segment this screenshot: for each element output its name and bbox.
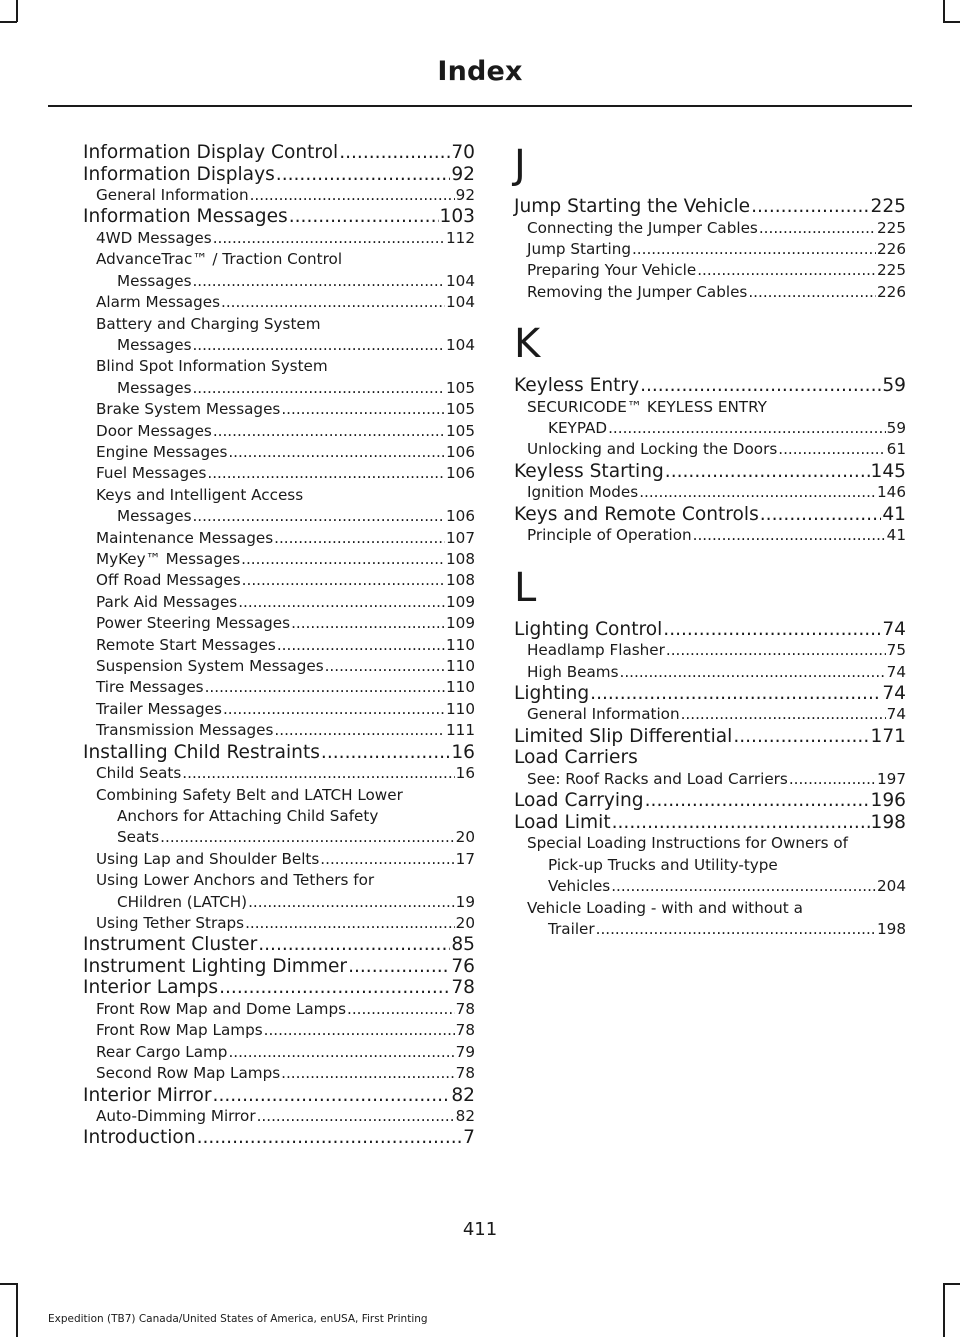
- entry-label: Off Road Messages: [96, 571, 241, 590]
- page-ref: 17: [455, 849, 475, 868]
- entry-label: Fuel Messages: [96, 464, 207, 483]
- page-ref: 171: [870, 725, 906, 747]
- dot-leader: [778, 439, 885, 460]
- index-sub-entry: [514, 769, 906, 790]
- index-sub-entry: [514, 662, 906, 683]
- page-ref: 74: [886, 705, 906, 724]
- dot-leader: [250, 185, 455, 206]
- entry-label: Door Messages: [96, 421, 212, 440]
- crop-mark: [943, 21, 960, 23]
- page-ref: 104: [446, 335, 475, 354]
- page-ref: 225: [877, 261, 906, 280]
- dot-leader: [639, 482, 876, 503]
- footer-text: Expedition (TB7) Canada/United States of America, enUSA, First Printing: [48, 1313, 428, 1325]
- index-sub-entry: [514, 833, 906, 897]
- index-sub-entry: [514, 640, 906, 661]
- entry-label: Remote Start Messages: [96, 635, 276, 654]
- dot-leader: [281, 399, 445, 420]
- entry-label: Keyless Entry: [514, 375, 640, 397]
- entry-label: Information Display Control: [83, 142, 339, 163]
- index-sub-entry: [83, 763, 475, 784]
- entry-label: Park Aid Messages: [96, 592, 238, 611]
- dot-leader: [789, 769, 876, 790]
- entry-label: Keyless Starting: [514, 460, 664, 482]
- entry-label: Principle of Operation: [527, 526, 692, 545]
- entry-label-line: Blind Spot Information System: [96, 357, 328, 376]
- dot-leader: [258, 934, 450, 956]
- crop-mark: [943, 0, 945, 22]
- dot-leader: [640, 375, 881, 397]
- crop-mark: [0, 1283, 17, 1285]
- entry-label: Information Displays: [83, 163, 275, 185]
- page-ref: 82: [451, 1084, 475, 1106]
- index-main-entry: [83, 164, 475, 186]
- entry-label: High Beams: [527, 662, 619, 681]
- page-ref: 197: [877, 769, 906, 788]
- entry-label: Messages: [117, 378, 192, 397]
- index-sub-entry: [83, 528, 475, 549]
- page-ref: 104: [446, 293, 475, 312]
- index-sub-entry: [83, 699, 475, 720]
- page-ref: 110: [446, 657, 475, 676]
- title-rule: [48, 105, 912, 107]
- page-ref: 198: [877, 919, 906, 938]
- index-main-entry: [514, 790, 906, 812]
- index-sub-entry: [514, 218, 906, 239]
- dot-leader: [213, 228, 445, 249]
- entry-label: Headlamp Flasher: [527, 641, 665, 660]
- dot-leader: [219, 977, 450, 999]
- dot-leader: [665, 461, 870, 483]
- dot-leader: [348, 956, 450, 978]
- dot-leader: [291, 613, 445, 634]
- entry-label: General Information: [527, 705, 680, 724]
- entry-label: Seats: [117, 828, 160, 847]
- page-ref: 105: [446, 421, 475, 440]
- page-ref: 75: [886, 641, 906, 660]
- index-sub-entry: [83, 421, 475, 442]
- page-ref: 105: [446, 400, 475, 419]
- crop-mark: [0, 21, 17, 23]
- dot-leader: [611, 876, 876, 897]
- dot-leader: [693, 525, 886, 546]
- entry-label: Limited Slip Differential: [514, 725, 733, 747]
- entry-label-line: Vehicle Loading - with and without a: [527, 898, 803, 917]
- page-ref: 111: [446, 721, 475, 740]
- page-ref: 112: [446, 228, 475, 247]
- entry-label: Front Row Map Lamps: [96, 1021, 263, 1040]
- entry-label: Ignition Modes: [527, 483, 639, 502]
- page-ref: 104: [446, 271, 475, 290]
- entry-label: Suspension System Messages: [96, 657, 324, 676]
- page-ref: 225: [870, 196, 906, 217]
- entry-label: See: Roof Racks and Load Carriers: [527, 769, 788, 788]
- page-ref: 103: [439, 206, 475, 228]
- index-sub-entry: [514, 525, 906, 546]
- index-sub-entry: [83, 1020, 475, 1041]
- index-sub-entry: [514, 282, 906, 303]
- crop-mark: [943, 1283, 960, 1285]
- dot-leader: [733, 726, 869, 748]
- entry-label: Installing Child Restraints: [83, 741, 320, 763]
- dot-leader: [205, 677, 445, 698]
- page-ref: 19: [455, 892, 475, 911]
- section-letter: L: [514, 564, 537, 611]
- dot-leader: [645, 790, 870, 812]
- dot-leader: [192, 335, 445, 356]
- page-ref: 82: [455, 1107, 475, 1126]
- index-sub-entry: [514, 397, 906, 440]
- crop-mark: [943, 1283, 945, 1337]
- page-ref: 20: [455, 828, 475, 847]
- dot-leader: [241, 549, 445, 570]
- dot-leader: [228, 1042, 454, 1063]
- dot-leader: [632, 239, 876, 260]
- entry-label: Instrument Cluster: [83, 934, 258, 956]
- index-main-entry: [83, 142, 475, 164]
- dot-leader: [276, 164, 451, 186]
- index-sub-entry: [83, 228, 475, 249]
- dot-leader: [620, 662, 886, 683]
- entry-label: Information Messages: [83, 206, 288, 228]
- page-ref: 110: [446, 699, 475, 718]
- index-sub-entry: [83, 570, 475, 591]
- index-main-entry: [83, 956, 475, 978]
- index-sub-entry: [83, 549, 475, 570]
- dot-leader: [242, 570, 445, 591]
- index-sub-entry: [83, 849, 475, 870]
- crop-mark: [16, 1283, 18, 1337]
- index-main-entry: [514, 375, 906, 397]
- dot-leader: [277, 635, 445, 656]
- entry-label: Maintenance Messages: [96, 528, 274, 547]
- page-ref: 61: [886, 440, 906, 459]
- crop-mark: [16, 0, 18, 22]
- page-ref: 85: [451, 934, 475, 956]
- page-ref: 106: [446, 507, 475, 526]
- entry-label: Load Carrying: [514, 790, 644, 812]
- dot-leader: [182, 763, 454, 784]
- entry-label: Interior Mirror: [83, 1084, 212, 1106]
- index-column-right: [514, 142, 906, 940]
- index-sub-entry: [83, 656, 475, 677]
- page-number: 411: [462, 1219, 498, 1240]
- dot-leader: [192, 378, 445, 399]
- dot-leader: [608, 418, 886, 439]
- page-ref: 146: [877, 483, 906, 502]
- dot-leader: [221, 292, 445, 313]
- entry-label: MyKey™ Messages: [96, 550, 241, 568]
- page-ref: 108: [446, 550, 475, 568]
- dot-leader: [274, 720, 445, 741]
- dot-leader: [160, 827, 455, 848]
- entry-label: Auto-Dimming Mirror: [96, 1107, 256, 1126]
- page-ref: 92: [455, 186, 475, 204]
- index-sub-entry: [514, 898, 906, 941]
- page-title: Index: [437, 56, 523, 87]
- page-ref: 74: [886, 662, 906, 681]
- index-main-entry: [83, 1127, 475, 1149]
- section-letter: K: [514, 321, 541, 368]
- page-ref: 108: [446, 571, 475, 590]
- entry-label-line: Combining Safety Belt and LATCH Lower: [96, 785, 403, 804]
- dot-leader: [596, 919, 876, 940]
- index-sub-entry: [83, 592, 475, 613]
- page-ref: 74: [882, 618, 906, 640]
- dot-leader: [320, 849, 454, 870]
- index-sub-entry: [514, 239, 906, 260]
- entry-label: KEYPAD: [548, 419, 608, 438]
- dot-leader: [347, 999, 455, 1020]
- page-ref: 109: [446, 592, 475, 611]
- entry-label: Messages: [117, 271, 192, 290]
- page-ref: 20: [455, 914, 475, 932]
- dot-leader: [759, 218, 876, 239]
- entry-label: Engine Messages: [96, 442, 228, 461]
- page-ref: 41: [886, 526, 906, 545]
- entry-label: Lighting Control: [514, 618, 663, 640]
- page-ref: 204: [877, 877, 906, 896]
- page-ref: 78: [451, 977, 475, 999]
- index-sub-entry: [514, 260, 906, 281]
- page-ref: 110: [446, 635, 475, 654]
- index-main-entry: [514, 504, 906, 526]
- dot-leader: [228, 442, 445, 463]
- index-sub-entry: [514, 439, 906, 460]
- entry-label: Messages: [117, 335, 192, 354]
- page-ref: 70: [451, 142, 475, 163]
- page-ref: 92: [451, 163, 475, 185]
- entry-label: Alarm Messages: [96, 293, 220, 312]
- entry-label: Trailer Messages: [96, 699, 222, 718]
- entry-label-line: Using Lower Anchors and Tethers for: [96, 871, 375, 890]
- entry-label-line: Keys and Intelligent Access: [96, 485, 304, 504]
- dot-leader: [612, 812, 870, 834]
- entry-label: Child Seats: [96, 764, 182, 783]
- index-sub-entry: [83, 485, 475, 528]
- page-ref: 226: [877, 239, 906, 258]
- page-ref: 16: [455, 764, 475, 783]
- page-ref: 76: [451, 955, 475, 977]
- entry-label: Vehicles: [548, 877, 611, 896]
- entry-label: Second Row Map Lamps: [96, 1064, 281, 1083]
- index-sub-entry: [83, 1106, 475, 1127]
- index-main-entry: [514, 461, 906, 483]
- dot-leader: [192, 506, 445, 527]
- index-main-entry: [514, 196, 906, 218]
- index-sub-entry: [83, 442, 475, 463]
- dot-leader: [321, 742, 450, 764]
- dot-leader: [681, 704, 886, 725]
- page-ref: 59: [886, 419, 906, 438]
- entry-label: Transmission Messages: [96, 721, 274, 740]
- entry-label: Keys and Remote Controls: [514, 503, 759, 525]
- dot-leader: [760, 504, 882, 526]
- page-ref: 78: [455, 999, 475, 1018]
- entry-label-line: Pick-up Trucks and Utility-type: [548, 855, 778, 874]
- entry-label: Lighting: [514, 682, 590, 704]
- dot-leader: [264, 1020, 455, 1041]
- dot-leader: [281, 1063, 455, 1084]
- index-sub-entry: [83, 185, 475, 206]
- dot-leader: [238, 592, 445, 613]
- page-ref: 7: [463, 1127, 475, 1149]
- index-column-left: [83, 142, 475, 1149]
- dot-leader: [213, 421, 445, 442]
- entry-label: General Information: [96, 186, 249, 204]
- dot-leader: [197, 1127, 463, 1149]
- entry-label: Front Row Map and Dome Lamps: [96, 999, 346, 1018]
- page-ref: 78: [455, 1021, 475, 1040]
- entry-label-line: SECURICODE™ KEYLESS ENTRY: [527, 397, 767, 416]
- entry-label: Unlocking and Locking the Doors: [527, 440, 778, 459]
- page-ref: 74: [882, 682, 906, 704]
- index-sub-entry: [83, 913, 475, 934]
- entry-label: Removing the Jumper Cables: [527, 282, 748, 301]
- page-ref: 106: [446, 464, 475, 483]
- entry-label: Power Steering Messages: [96, 614, 291, 633]
- entry-label-line: Anchors for Attaching Child Safety: [117, 806, 379, 825]
- entry-label-line: Special Loading Instructions for Owners of: [527, 834, 848, 853]
- entry-label: Jump Starting the Vehicle: [514, 196, 751, 217]
- index-main-entry: [83, 1085, 475, 1107]
- index-main-entry: [514, 726, 906, 748]
- dot-leader: [590, 683, 881, 705]
- index-sub-entry: [83, 635, 475, 656]
- page-ref: 226: [877, 282, 906, 301]
- entry-label: Messages: [117, 507, 192, 526]
- dot-leader: [697, 260, 876, 281]
- index-main-entry: [514, 812, 906, 834]
- dot-leader: [248, 892, 455, 913]
- entry-label: Introduction: [83, 1127, 196, 1149]
- dot-leader: [748, 282, 876, 303]
- index-sub-entry: [83, 999, 475, 1020]
- index-main-entry: [83, 742, 475, 764]
- index-sub-entry: [83, 1063, 475, 1084]
- entry-label-line: Battery and Charging System: [96, 314, 321, 333]
- index-sub-entry: [514, 704, 906, 725]
- entry-label: Connecting the Jumper Cables: [527, 218, 758, 237]
- index-main-entry: [514, 683, 906, 705]
- entry-label: Using Lap and Shoulder Belts: [96, 849, 320, 868]
- entry-label: Load Limit: [514, 811, 611, 833]
- index-sub-entry: [83, 356, 475, 399]
- entry-label: Trailer: [548, 919, 595, 938]
- dot-leader: [257, 1106, 455, 1127]
- entry-label: Using Tether Straps: [96, 914, 245, 932]
- dot-leader: [207, 463, 445, 484]
- page-ref: 106: [446, 442, 475, 461]
- dot-leader: [325, 656, 445, 677]
- entry-label: Rear Cargo Lamp: [96, 1042, 228, 1061]
- dot-leader: [339, 142, 450, 164]
- index-sub-entry: [83, 677, 475, 698]
- dot-leader: [213, 1085, 451, 1107]
- dot-leader: [192, 271, 445, 292]
- page-ref: 198: [870, 811, 906, 833]
- index-sub-entry: [83, 314, 475, 357]
- page-ref: 109: [446, 614, 475, 633]
- entry-label: Brake System Messages: [96, 400, 281, 419]
- dot-leader: [245, 913, 455, 934]
- entry-label: Instrument Lighting Dimmer: [83, 955, 348, 977]
- index-sub-entry: [514, 482, 906, 503]
- dot-leader: [751, 196, 869, 218]
- entry-label-line: AdvanceTrac™ / Traction Control: [96, 250, 343, 269]
- entry-label: CHildren (LATCH): [117, 892, 248, 911]
- dot-leader: [289, 206, 439, 228]
- entry-label: Preparing Your Vehicle: [527, 261, 697, 280]
- index-heading: Load Carriers: [514, 747, 638, 769]
- index-main-entry: [83, 934, 475, 956]
- page-ref: 196: [870, 790, 906, 812]
- page-ref: 41: [882, 503, 906, 525]
- dot-leader: [663, 619, 881, 641]
- index-sub-entry: [83, 785, 475, 849]
- dot-leader: [274, 528, 445, 549]
- index-main-entry: [514, 619, 906, 641]
- index-sub-entry: [83, 292, 475, 313]
- page-ref: 16: [451, 741, 475, 763]
- index-sub-entry: [83, 613, 475, 634]
- page-ref: 59: [882, 375, 906, 397]
- index-sub-entry: [83, 720, 475, 741]
- page-ref: 79: [455, 1042, 475, 1061]
- index-sub-entry: [83, 463, 475, 484]
- index-sub-entry: [83, 399, 475, 420]
- index-sub-entry: [83, 870, 475, 913]
- dot-leader: [223, 699, 445, 720]
- page-ref: 145: [870, 460, 906, 482]
- page-ref: 105: [446, 378, 475, 397]
- entry-label: Tire Messages: [96, 678, 204, 697]
- entry-label: Jump Starting: [527, 239, 631, 258]
- entry-label: 4WD Messages: [96, 228, 212, 247]
- index-main-entry: [83, 977, 475, 999]
- index-main-entry: [83, 206, 475, 228]
- page-ref: 110: [446, 678, 475, 697]
- page-ref: 107: [446, 528, 475, 547]
- page-ref: 78: [455, 1064, 475, 1083]
- dot-leader: [666, 640, 886, 661]
- index-sub-entry: [83, 249, 475, 292]
- entry-label: Interior Lamps: [83, 977, 219, 999]
- index-sub-entry: [83, 1042, 475, 1063]
- page-ref: 225: [877, 218, 906, 237]
- section-letter: J: [514, 142, 526, 188]
